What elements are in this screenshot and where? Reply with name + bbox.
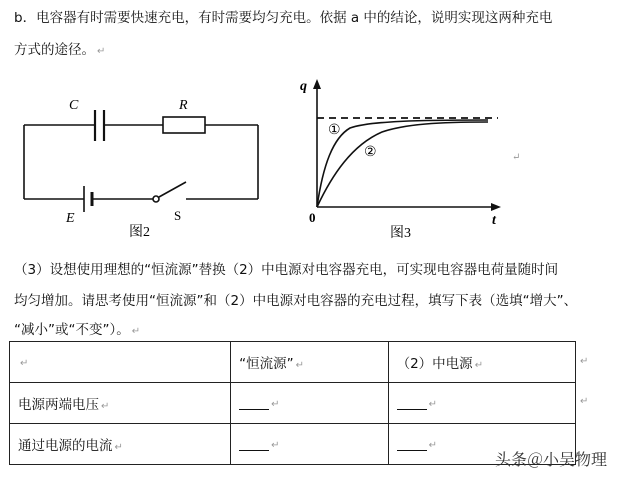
question-3-line3: “减小”或“不变”）。 ↵ xyxy=(14,322,141,338)
row-label: 通过电源的电流 ↵ xyxy=(10,424,231,465)
axes xyxy=(313,79,501,211)
table-row xyxy=(10,424,576,465)
circuit-wires xyxy=(24,125,258,199)
table-header-cell: ↵ xyxy=(10,342,231,383)
table-header-cell: （2）中电源 ↵ xyxy=(388,342,575,383)
switch-symbol xyxy=(153,182,186,202)
label-S: S xyxy=(174,208,182,223)
answer-blank[interactable]: ↵ xyxy=(388,424,575,465)
question-b-line2: 方式的途径。 ↵ xyxy=(14,42,106,58)
figure-3-graph xyxy=(300,79,520,241)
answer-table xyxy=(9,341,576,465)
label-R: R xyxy=(179,98,188,113)
watermark: 头条＠小吴物理 xyxy=(495,450,608,469)
question-3-line2: 均匀增加。请思考使用“恒流源”和（2）中电源对电容器的充电过程，填写下表（选填“增大”、 xyxy=(14,293,578,309)
table-row xyxy=(10,383,576,424)
capacitor-symbol xyxy=(95,110,104,141)
axis-t-label: t xyxy=(492,213,496,228)
curve-1-label: ① xyxy=(328,123,341,138)
figure-3-caption: 图3 xyxy=(390,226,411,241)
label-E: E xyxy=(66,211,75,226)
axis-q-label: q xyxy=(300,79,307,94)
row-label: 电源两端电压 ↵ xyxy=(10,383,231,424)
label-C: C xyxy=(69,98,79,113)
table-row-end-mark: ↵ xyxy=(580,356,589,367)
curve-2-label: ② xyxy=(364,145,377,160)
battery-symbol xyxy=(84,186,92,212)
figure-2-caption: 图2 xyxy=(129,225,150,240)
table-header-row xyxy=(10,342,576,383)
resistor-symbol xyxy=(163,117,205,133)
answer-blank[interactable]: ↵ xyxy=(231,424,388,465)
origin-label: 0 xyxy=(309,210,316,225)
answer-blank[interactable]: ↵ xyxy=(231,383,388,424)
table-header-cell: “恒流源” ↵ xyxy=(231,342,388,383)
question-3-line1: （3）设想使用理想的“恒流源”替换（2）中电源对电容器充电，可实现电容器电荷量随时间 xyxy=(14,262,559,278)
return-mark-figure: ↵ xyxy=(512,152,521,163)
table-row-end-mark: ↵ xyxy=(580,396,589,407)
answer-blank[interactable]: ↵ xyxy=(388,383,575,424)
return-mark: ↵ xyxy=(97,46,106,57)
question-b-line1: b．电容器有时需要快速充电，有时需要均匀充电。依据 a 中的结论，说明实现这两种充电 xyxy=(14,10,553,26)
